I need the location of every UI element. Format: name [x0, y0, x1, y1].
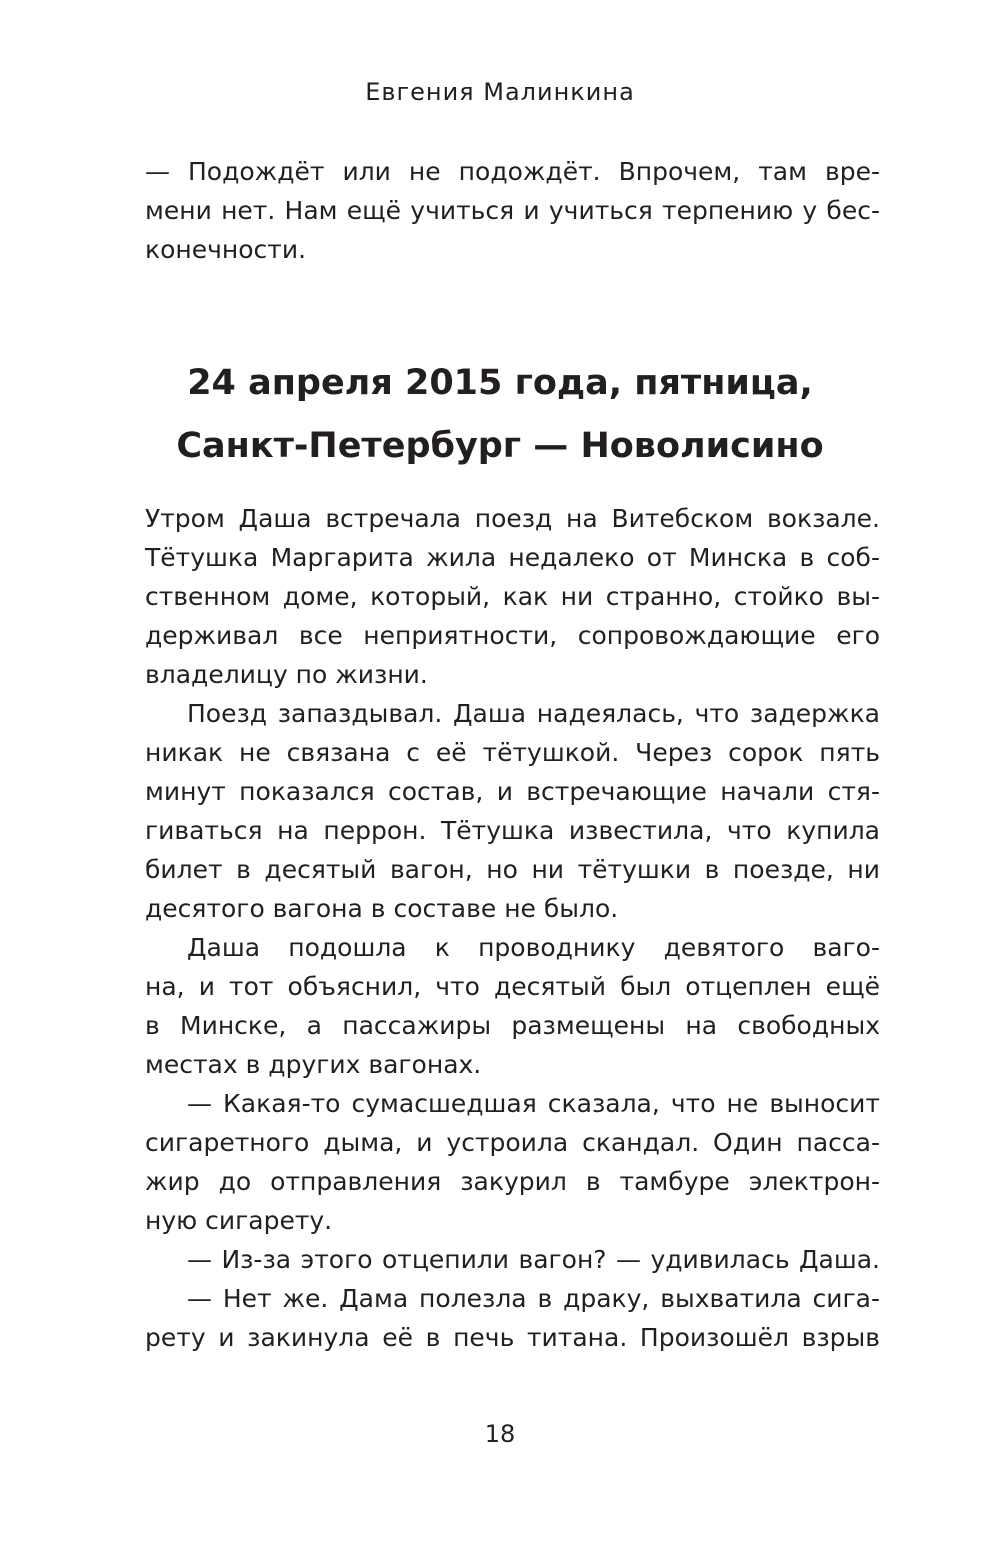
text-line: никак не связана с её тётушкой. Через сорок пять — [145, 738, 880, 767]
chapter-heading-line-2: Санкт-Петербург — Новолисино — [176, 426, 824, 466]
text-line: конечности. — [145, 235, 307, 264]
intro-paragraph — [145, 152, 880, 269]
text-line: — Какая-то сумасшедшая сказала, что не выносит — [187, 1089, 880, 1118]
text-line: жир до отправления закурил в тамбуре электрон- — [145, 1167, 880, 1196]
text-line: — Подождёт или не подождёт. Впрочем, там вре- — [145, 157, 880, 186]
text-line: — Из-за этого отцепили вагон? — удивилась Даша. — [187, 1245, 880, 1274]
text-line: десятого вагона в составе не было. — [145, 894, 619, 923]
body-text — [145, 499, 880, 1357]
text-line: владелицу по жизни. — [145, 660, 428, 689]
text-line: Утром Даша встречала поезд на Витебском вокзале. — [145, 504, 880, 533]
text-line: сигаретного дыма, и устроила скандал. Один пасса- — [145, 1128, 880, 1157]
text-line: Тётушка Маргарита жила недалеко от Минска в соб- — [145, 543, 880, 572]
text-line: Поезд запаздывал. Даша надеялась, что задержка — [187, 699, 880, 728]
text-line: на, и тот объяснил, что десятый был отцеплен ещё — [145, 972, 880, 1001]
text-line: — Нет же. Дама полезла в драку, выхватила сига- — [187, 1284, 880, 1313]
text-line: рету и закинула её в печь титана. Произошёл взрыв — [145, 1323, 880, 1352]
text-line: Даша подошла к проводнику девятого ваго- — [187, 933, 880, 962]
text-line: минут показался состав, и встречающие начали стя- — [145, 777, 880, 806]
chapter-heading — [0, 352, 1000, 478]
page-number: 18 — [484, 1420, 516, 1448]
text-line: держивал все неприятности, сопровождающие его — [145, 621, 880, 650]
text-line: мени нет. Нам ещё учиться и учиться терпению у бес- — [145, 196, 880, 225]
chapter-heading-line-1: 24 апреля 2015 года, пятница, — [187, 363, 813, 403]
text-line: билет в десятый вагон, но ни тётушки в поезде, ни — [145, 855, 880, 884]
text-line: гиваться на перрон. Тётушка известила, что купила — [145, 816, 880, 845]
text-line: местах в других вагонах. — [145, 1050, 482, 1079]
text-line: в Минске, а пассажиры размещены на свободных — [145, 1011, 880, 1040]
text-line: ную сигарету. — [145, 1206, 333, 1235]
running-header-author: Евгения Малинкина — [365, 78, 635, 106]
text-line: ственном доме, который, как ни странно, стойко вы- — [145, 582, 880, 611]
